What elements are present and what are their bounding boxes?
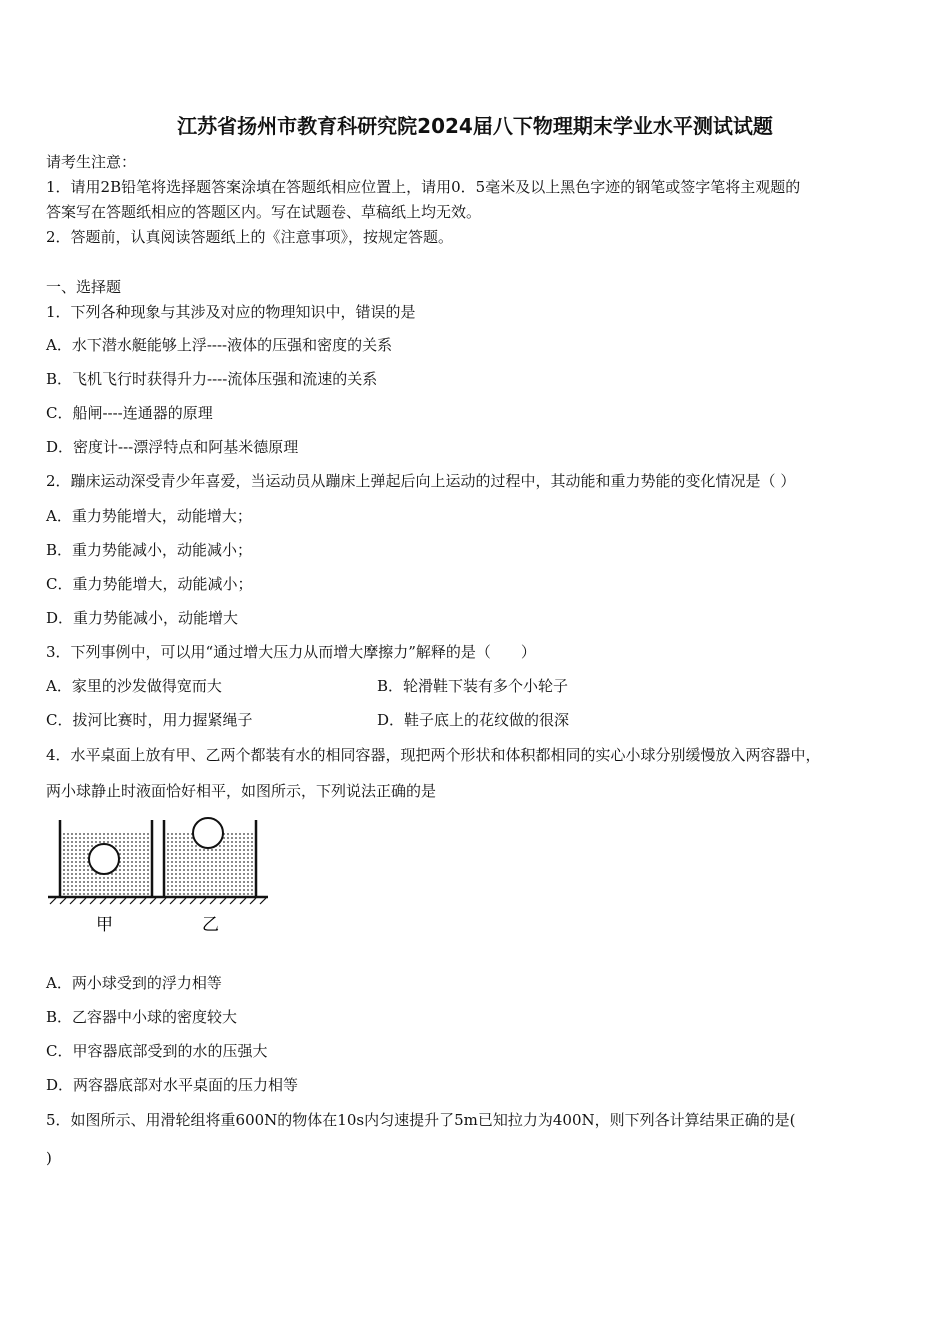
q4-stem-line-2: 两小球静止时液面恰好相平，如图所示，下列说法正确的是 <box>46 782 437 800</box>
notice-heading: 请考生注意： <box>46 153 137 171</box>
containers-diagram <box>42 812 282 942</box>
q3-option-a: A．家里的沙发做得宽而大 <box>46 677 222 695</box>
notice-line-2: 2．答题前，认真阅读答题纸上的《注意事项》，按规定答题。 <box>46 228 454 246</box>
q1-option-b: B．飞机飞行时获得升力----流体压强和流速的关系 <box>46 370 378 388</box>
q2-stem: 2．蹦床运动深受青少年喜爱，当运动员从蹦床上弹起后向上运动的过程中，其动能和重力势能的变化情况是（ ） <box>46 472 796 490</box>
q4-option-c: C．甲容器底部受到的水的压强大 <box>46 1042 268 1060</box>
q5-stem-line-2: ) <box>46 1149 52 1167</box>
label-yi: 乙 <box>202 915 219 935</box>
ball-right <box>193 818 223 848</box>
q4-stem-line-1: 4．水平桌面上放有甲、乙两个都装有水的相同容器，现把两个形状和体积都相同的实心小球分别缓慢放入两容器中， <box>46 746 821 764</box>
q1-option-a: A．水下潜水艇能够上浮----液体的压强和密度的关系 <box>46 336 393 354</box>
q4-option-b: B．乙容器中小球的密度较大 <box>46 1008 238 1026</box>
q3-option-c: C．拔河比赛时，用力握紧绳子 <box>46 711 253 729</box>
q3-stem: 3．下列事例中，可以用“通过增大压力从而增大摩擦力”解释的是（ ） <box>46 643 536 661</box>
q1-option-d: D．密度计---漂浮特点和阿基米德原理 <box>46 438 299 456</box>
q3-option-b: B．轮滑鞋下装有多个小轮子 <box>377 677 569 695</box>
q1-option-c: C．船闸----连通器的原理 <box>46 404 213 422</box>
q2-option-d: D．重力势能减小，动能增大 <box>46 609 239 627</box>
notice-line-1: 1．请用2B铅笔将选择题答案涂填在答题纸相应位置上，请用0．5毫米及以上黑色字迹的钢笔或签字笔将主观题的 <box>46 178 801 196</box>
q4-figure <box>42 812 282 946</box>
q1-stem: 1．下列各种现象与其涉及对应的物理知识中，错误的是 <box>46 303 416 321</box>
q5-stem-line-1: 5．如图所示、用滑轮组将重600N的物体在10s内匀速提升了5m已知拉力为400N，则下列各计算结果正确的是( <box>46 1111 796 1129</box>
page-title: 江苏省扬州市教育科研究院2024届八下物理期末学业水平测试试题 <box>177 114 773 138</box>
q2-option-a: A．重力势能增大，动能增大； <box>46 507 252 525</box>
ball-left <box>89 844 119 874</box>
q4-option-a: A．两小球受到的浮力相等 <box>46 974 222 992</box>
q3-option-d: D．鞋子底上的花纹做的很深 <box>377 711 570 729</box>
notice-line-1b: 答案写在答题纸相应的答题区内。写在试题卷、草稿纸上均无效。 <box>46 203 482 221</box>
q4-option-d: D．两容器底部对水平桌面的压力相等 <box>46 1076 299 1094</box>
label-jia: 甲 <box>96 915 113 935</box>
section-heading: 一、选择题 <box>46 278 122 296</box>
q2-option-c: C．重力势能增大，动能减小； <box>46 575 253 593</box>
q2-option-b: B．重力势能减小，动能减小； <box>46 541 253 559</box>
